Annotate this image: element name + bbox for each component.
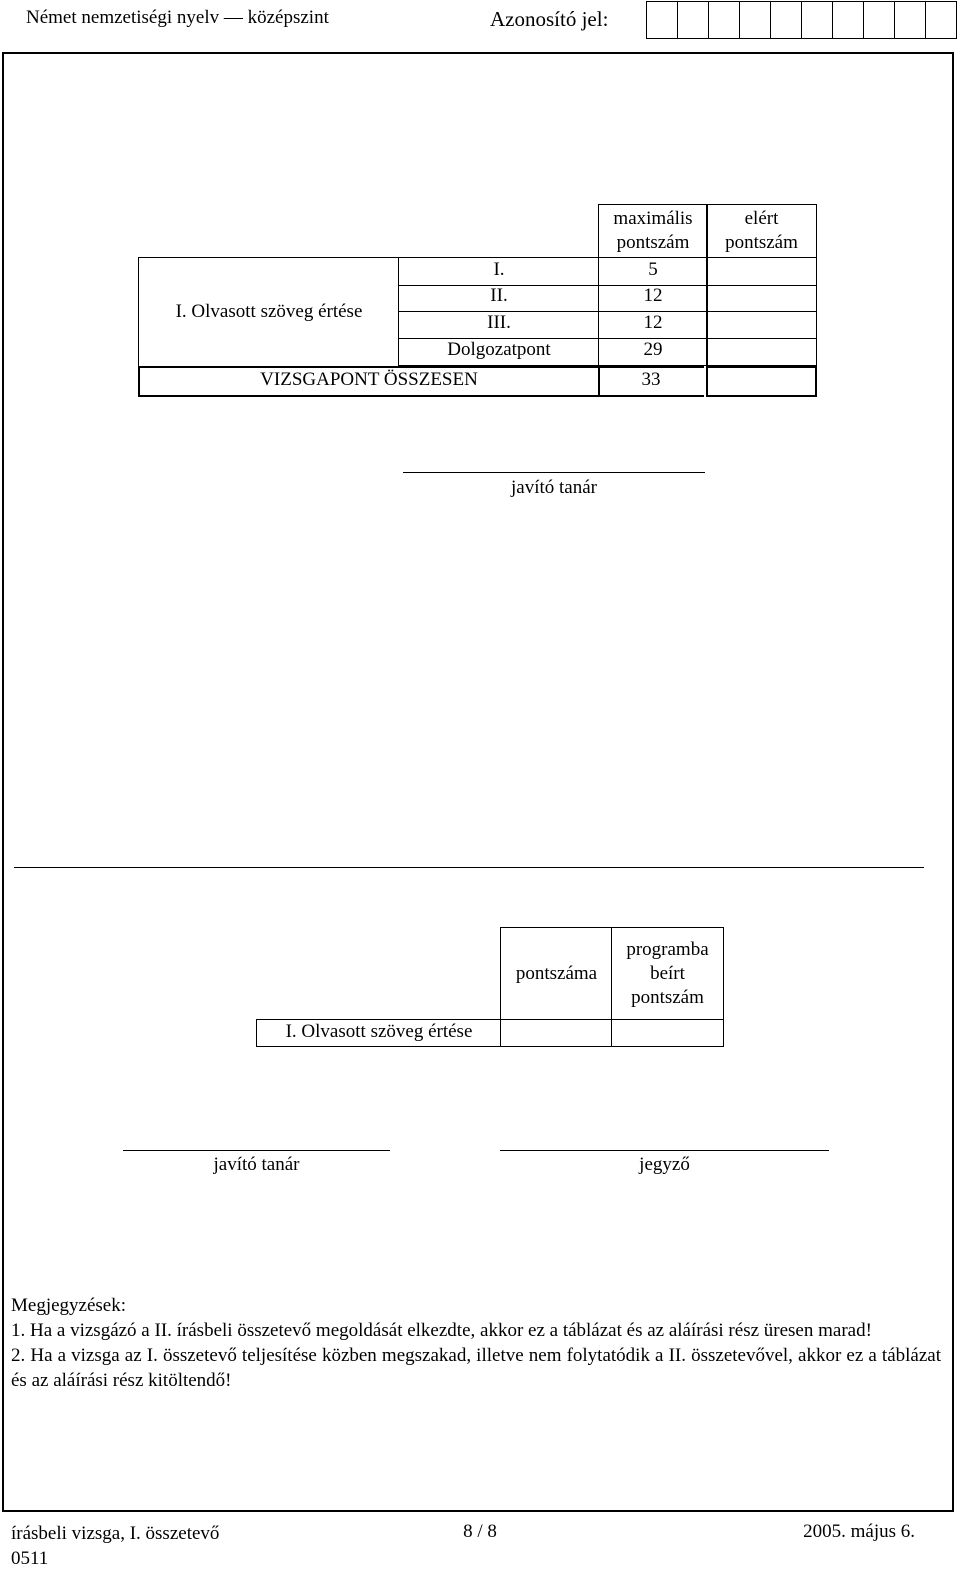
col-max-header	[598, 204, 708, 257]
col-max-label: maximális pontszám	[613, 208, 693, 253]
row-max-cell	[598, 257, 708, 286]
id-boxes[interactable]	[646, 1, 957, 39]
col-program-header	[611, 927, 724, 1020]
id-box[interactable]	[647, 2, 678, 38]
row-achieved-cell[interactable]	[706, 311, 817, 339]
row-label-cell	[398, 257, 599, 286]
row-max-cell	[598, 284, 708, 312]
subtotal-achieved-cell[interactable]	[706, 338, 817, 366]
row-label: I.	[493, 259, 505, 280]
id-box[interactable]	[709, 2, 740, 38]
footer-code: 0511	[11, 1548, 49, 1569]
row-label-cell	[398, 284, 599, 312]
subtotal-max: 29	[643, 339, 663, 360]
id-box[interactable]	[678, 2, 709, 38]
id-box[interactable]	[833, 2, 864, 38]
row-achieved-cell[interactable]	[706, 284, 817, 312]
row-achieved-cell[interactable]	[706, 257, 817, 286]
subtotal-label-cell	[398, 338, 599, 366]
col-program-label: programba beírt pontszám	[626, 939, 709, 1008]
signature-label: javító tanár	[511, 477, 597, 498]
notes-block	[11, 1293, 941, 1393]
page-number: 8 / 8	[463, 1521, 497, 1542]
program-row-label: I. Olvasott szöveg értése	[285, 1021, 473, 1042]
row-max: 12	[643, 312, 663, 333]
signature-label: javító tanár	[213, 1154, 300, 1175]
subtotal-max-cell	[598, 338, 708, 366]
id-label: Azonosító jel:	[490, 7, 609, 31]
header-subject: Német nemzetiségi nyelv — középszint	[26, 7, 329, 28]
signature-line[interactable]	[403, 472, 705, 473]
row-max-cell	[598, 311, 708, 339]
total-max-cell	[598, 366, 704, 397]
section-label-cell	[138, 257, 399, 367]
total-label-cell	[138, 366, 600, 397]
id-box[interactable]	[895, 2, 926, 38]
total-max: 33	[641, 369, 661, 390]
row-label: II.	[490, 285, 508, 306]
note-item: 2. Ha a vizsga az I. összetevő teljesítése közben megszakad, illetve nem folytatódik a II. összetevővel, akkor ez a táblázat és az aláírási rész kitöltendő!	[11, 1345, 941, 1391]
col-points-label: pontszáma	[515, 963, 598, 984]
row-label-cell	[398, 311, 599, 339]
col-points-header	[500, 927, 612, 1020]
col-achieved-label: elért pontszám	[725, 208, 798, 253]
id-box[interactable]	[926, 2, 956, 38]
notes-title: Megjegyzések:	[11, 1295, 127, 1316]
note-item: 1. Ha a vizsgázó a II. írásbeli összetevő megoldását elkezdte, akkor ez a táblázat és az aláírási rész üresen marad!	[11, 1320, 872, 1341]
section-label: I. Olvasott szöveg értése	[175, 301, 363, 322]
footer-exam: írásbeli vizsga, I. összetevő	[11, 1523, 220, 1544]
signature-label: jegyző	[639, 1154, 690, 1175]
program-row-label-cell	[256, 1019, 501, 1047]
footer-date: 2005. május 6.	[803, 1521, 915, 1542]
footer-left	[11, 1521, 219, 1571]
col-achieved-header	[706, 204, 817, 257]
signature-line[interactable]	[123, 1150, 390, 1151]
row-label: III.	[487, 312, 511, 333]
total-achieved-cell[interactable]	[706, 366, 817, 397]
subtotal-label: Dolgozatpont	[447, 339, 551, 360]
program-points-cell[interactable]	[500, 1019, 612, 1047]
id-box[interactable]	[771, 2, 802, 38]
row-max: 5	[648, 259, 658, 280]
id-box[interactable]	[864, 2, 895, 38]
signature-line[interactable]	[500, 1150, 829, 1151]
total-label: VIZSGAPONT ÖSSZESEN	[260, 369, 478, 390]
section-divider	[14, 867, 924, 868]
row-max: 12	[643, 285, 663, 306]
id-box[interactable]	[740, 2, 771, 38]
program-entered-cell[interactable]	[611, 1019, 724, 1047]
id-box[interactable]	[802, 2, 833, 38]
